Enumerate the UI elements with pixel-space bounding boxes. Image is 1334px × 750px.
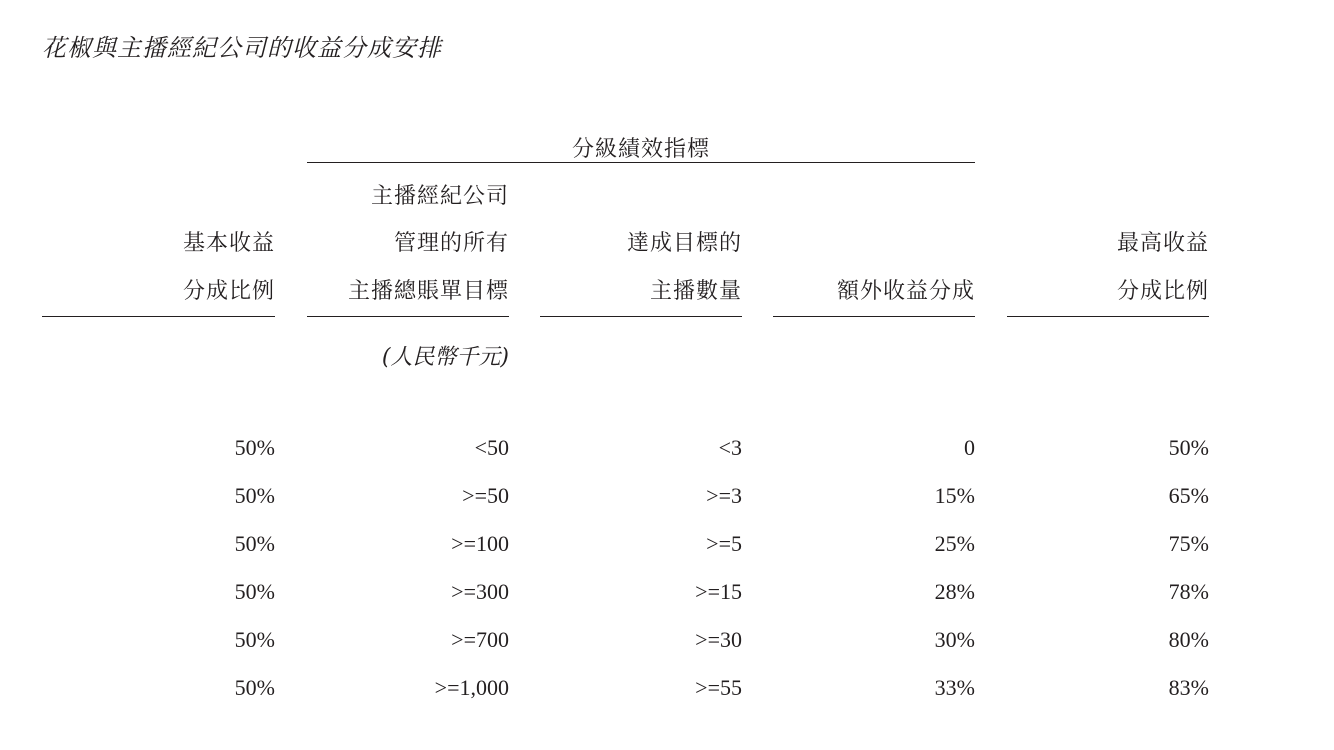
cell-max-share: 78% (1168, 579, 1209, 604)
cell-billing-target: >=100 (451, 531, 509, 556)
cell-extra-share: 25% (934, 531, 975, 556)
cell-base-share: 50% (234, 675, 275, 700)
cell-streamer-count: <3 (718, 435, 742, 460)
cell-billing-target: >=1,000 (434, 675, 509, 700)
col-rule-1 (42, 316, 275, 317)
cell-extra-share: 33% (934, 675, 975, 700)
cell-max-share: 83% (1168, 675, 1209, 700)
col-rule-5 (1007, 316, 1209, 317)
cell-max-share: 65% (1168, 483, 1209, 508)
unit-label: (人民幣千元) (381, 345, 509, 370)
cell-billing-target: >=700 (451, 627, 509, 652)
col-header-max-share-line1: 最高收益 (1116, 231, 1209, 256)
group-header-rule (307, 162, 975, 163)
col-header-streamer-count-line1: 達成目標的 (626, 231, 742, 256)
cell-extra-share: 28% (934, 579, 975, 604)
cell-extra-share: 30% (934, 627, 975, 652)
cell-streamer-count: >=30 (695, 627, 742, 652)
page-title: 花椒與主播經紀公司的收益分成安排 (42, 34, 442, 62)
col-header-billing-target-line2: 管理的所有 (393, 231, 509, 256)
col-header-billing-target-line1: 主播經紀公司 (370, 184, 509, 209)
cell-base-share: 50% (234, 435, 275, 460)
cell-max-share: 50% (1168, 435, 1209, 460)
col-header-streamer-count-line2: 主播數量 (649, 279, 742, 304)
col-rule-4 (773, 316, 975, 317)
cell-extra-share: 15% (934, 483, 975, 508)
cell-max-share: 80% (1168, 627, 1209, 652)
cell-streamer-count: >=55 (695, 675, 742, 700)
cell-streamer-count: >=3 (706, 483, 742, 508)
cell-billing-target: <50 (474, 435, 509, 460)
col-rule-3 (540, 316, 742, 317)
cell-base-share: 50% (234, 579, 275, 604)
cell-max-share: 75% (1168, 531, 1209, 556)
cell-streamer-count: >=5 (706, 531, 742, 556)
cell-base-share: 50% (234, 483, 275, 508)
cell-billing-target: >=300 (451, 579, 509, 604)
col-header-billing-target-line3: 主播總賬單目標 (347, 279, 509, 304)
cell-extra-share: 0 (964, 435, 975, 460)
cell-billing-target: >=50 (462, 483, 509, 508)
col-header-base-share-line2: 分成比例 (182, 279, 275, 304)
col-header-max-share-line2: 分成比例 (1116, 279, 1209, 304)
col-rule-2 (307, 316, 509, 317)
cell-base-share: 50% (234, 627, 275, 652)
group-header: 分級績效指標 (571, 137, 710, 162)
cell-streamer-count: >=15 (695, 579, 742, 604)
col-header-extra-share: 額外收益分成 (836, 279, 975, 304)
col-header-base-share-line1: 基本收益 (182, 231, 275, 256)
cell-base-share: 50% (234, 531, 275, 556)
